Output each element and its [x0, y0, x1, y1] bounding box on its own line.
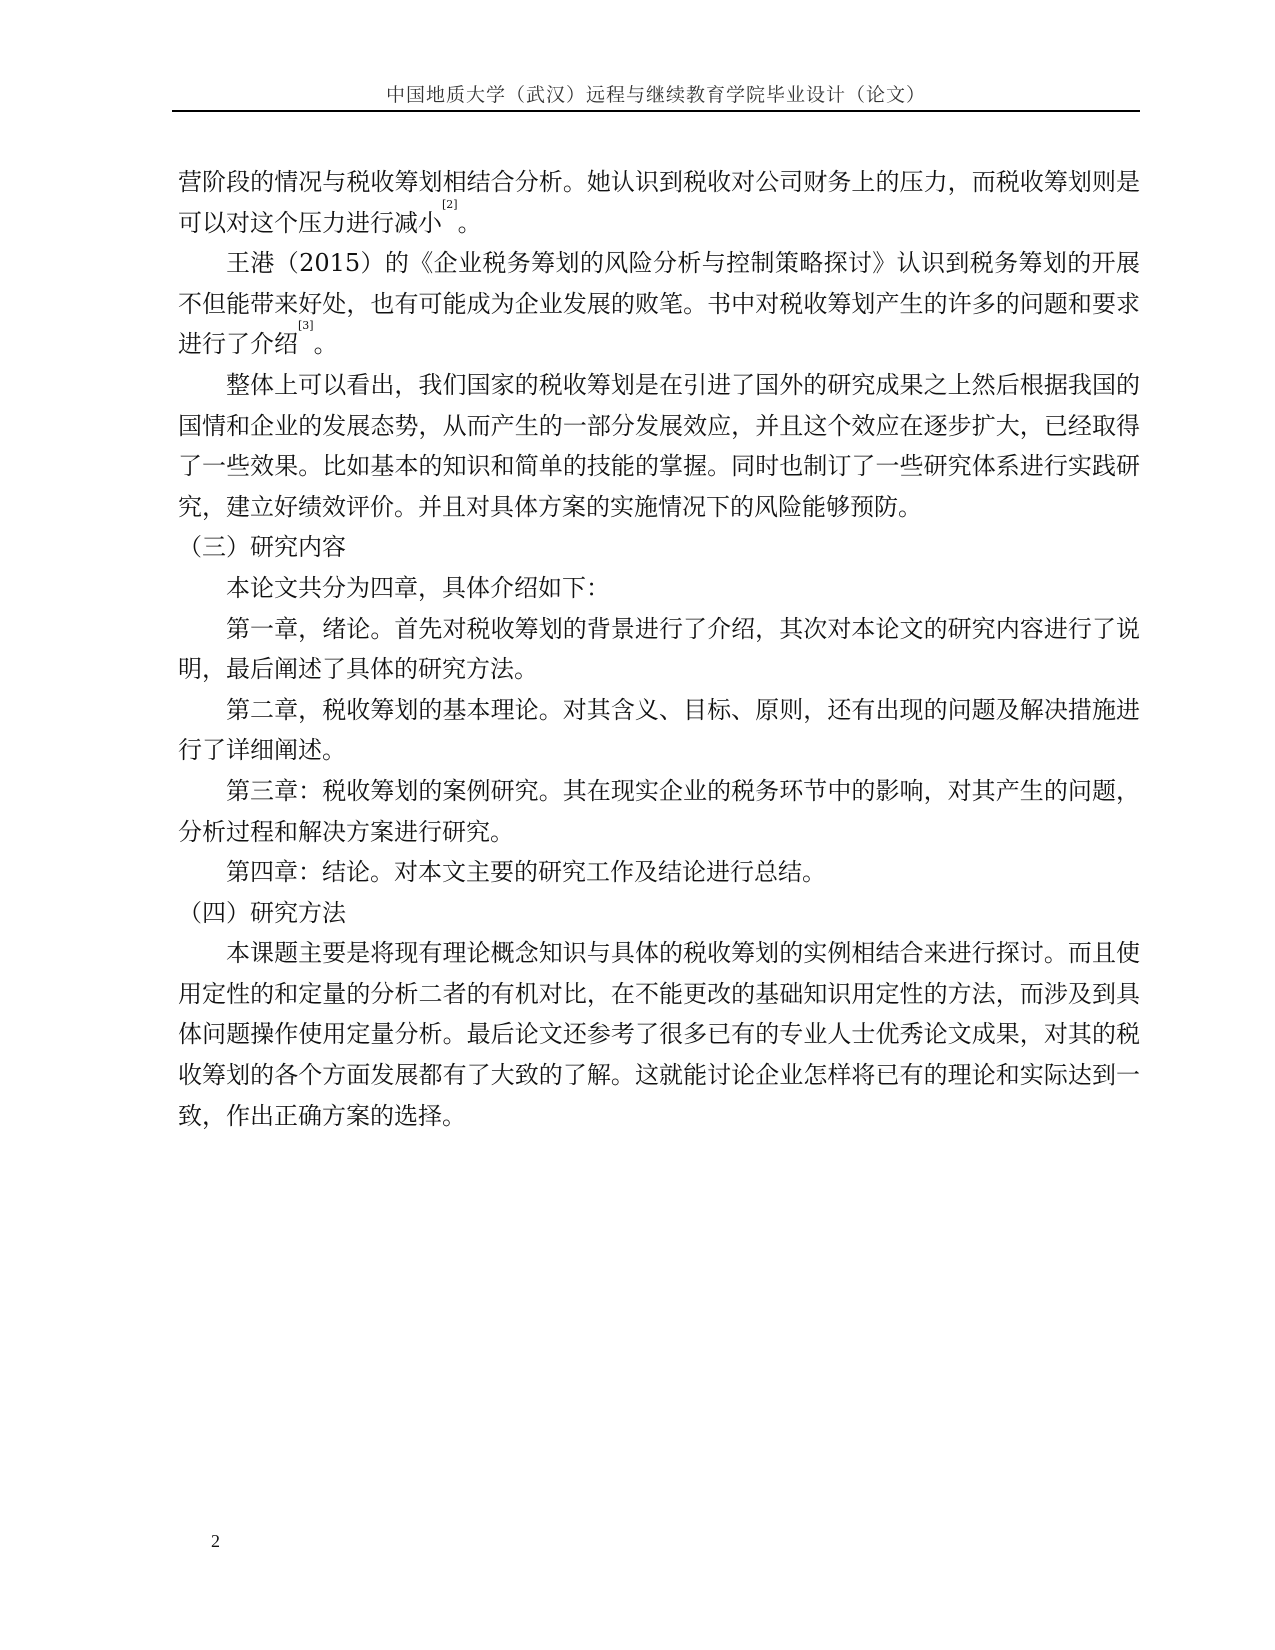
- paragraph-overall: 整体上可以看出，我们国家的税收筹划是在引进了国外的研究成果之上然后根据我国的国情和企业的发展态势，从而产生的一部分发展效应，并且这个效应在逐步扩大，已经取得了一些效果。比如基本的知识和简单的技能的掌握。同时也制订了一些研究体系进行实践研究，建立好绩效评价。并且对具体方案的实施情况下的风险能够预防。: [178, 370, 1140, 521]
- citation-ref: [2]: [442, 197, 458, 211]
- paragraph-end: 。: [313, 330, 338, 359]
- paragraph-wang-gang: [178, 243, 1140, 365]
- paragraph-end: 。: [457, 208, 482, 237]
- paragraph-chapter-2: 第二章，税收筹划的基本理论。对其含义、目标、原则，还有出现的问题及解决措施进行了详细阐述。: [178, 695, 1140, 765]
- page-header: [172, 76, 1140, 112]
- paragraph-chapters-intro: 本论文共分为四章，具体介绍如下：: [226, 573, 610, 602]
- paragraph-research-method: 本课题主要是将现有理论概念知识与具体的税收筹划的实例相结合来进行探讨。而且使用定性的和定量的分析二者的有机对比，在不能更改的基础知识用定性的方法，而涉及到具体问题操作使用定量分析。最后论文还参考了很多已有的专业人士优秀论文成果，对其的税收筹划的各个方面发展都有了大致的了解。这就能讨论企业怎样将已有的理论和实际达到一致，作出正确方案的选择。: [178, 939, 1140, 1130]
- paragraph-text: 王港（2015）的《企业税务筹划的风险分析与控制策略探讨》认识到税务筹划的开展不但能带来好处，也有可能成为企业发展的败笔。书中对税收筹划产生的许多的问题和要求进行了介绍: [178, 249, 1140, 359]
- paragraph-chapter-1: 第一章，绪论。首先对税收筹划的背景进行了介绍，其次对本论文的研究内容进行了说明，最后阐述了具体的研究方法。: [178, 614, 1140, 684]
- page-number: 2: [211, 1531, 220, 1551]
- paragraph-chapter-4: 第四章：结论。对本文主要的研究工作及结论进行总结。: [226, 858, 826, 887]
- paragraph-continuation: [178, 162, 1140, 243]
- section-heading-research-method: （四）研究方法: [178, 898, 346, 927]
- body-text: [178, 162, 1140, 1136]
- header-title: 中国地质大学（武汉）远程与继续教育学院毕业设计（论文）: [385, 84, 926, 106]
- paragraph-chapter-3: 第三章：税收筹划的案例研究。其在现实企业的税务环节中的影响，对其产生的问题，分析过程和解决方案进行研究。: [178, 776, 1140, 846]
- section-heading-research-content: （三）研究内容: [178, 533, 346, 562]
- paragraph-text: 营阶段的情况与税收筹划相结合分析。她认识到税收对公司财务上的压力，而税收筹划则是可以对这个压力进行减小: [178, 168, 1140, 237]
- citation-ref: [3]: [298, 319, 314, 333]
